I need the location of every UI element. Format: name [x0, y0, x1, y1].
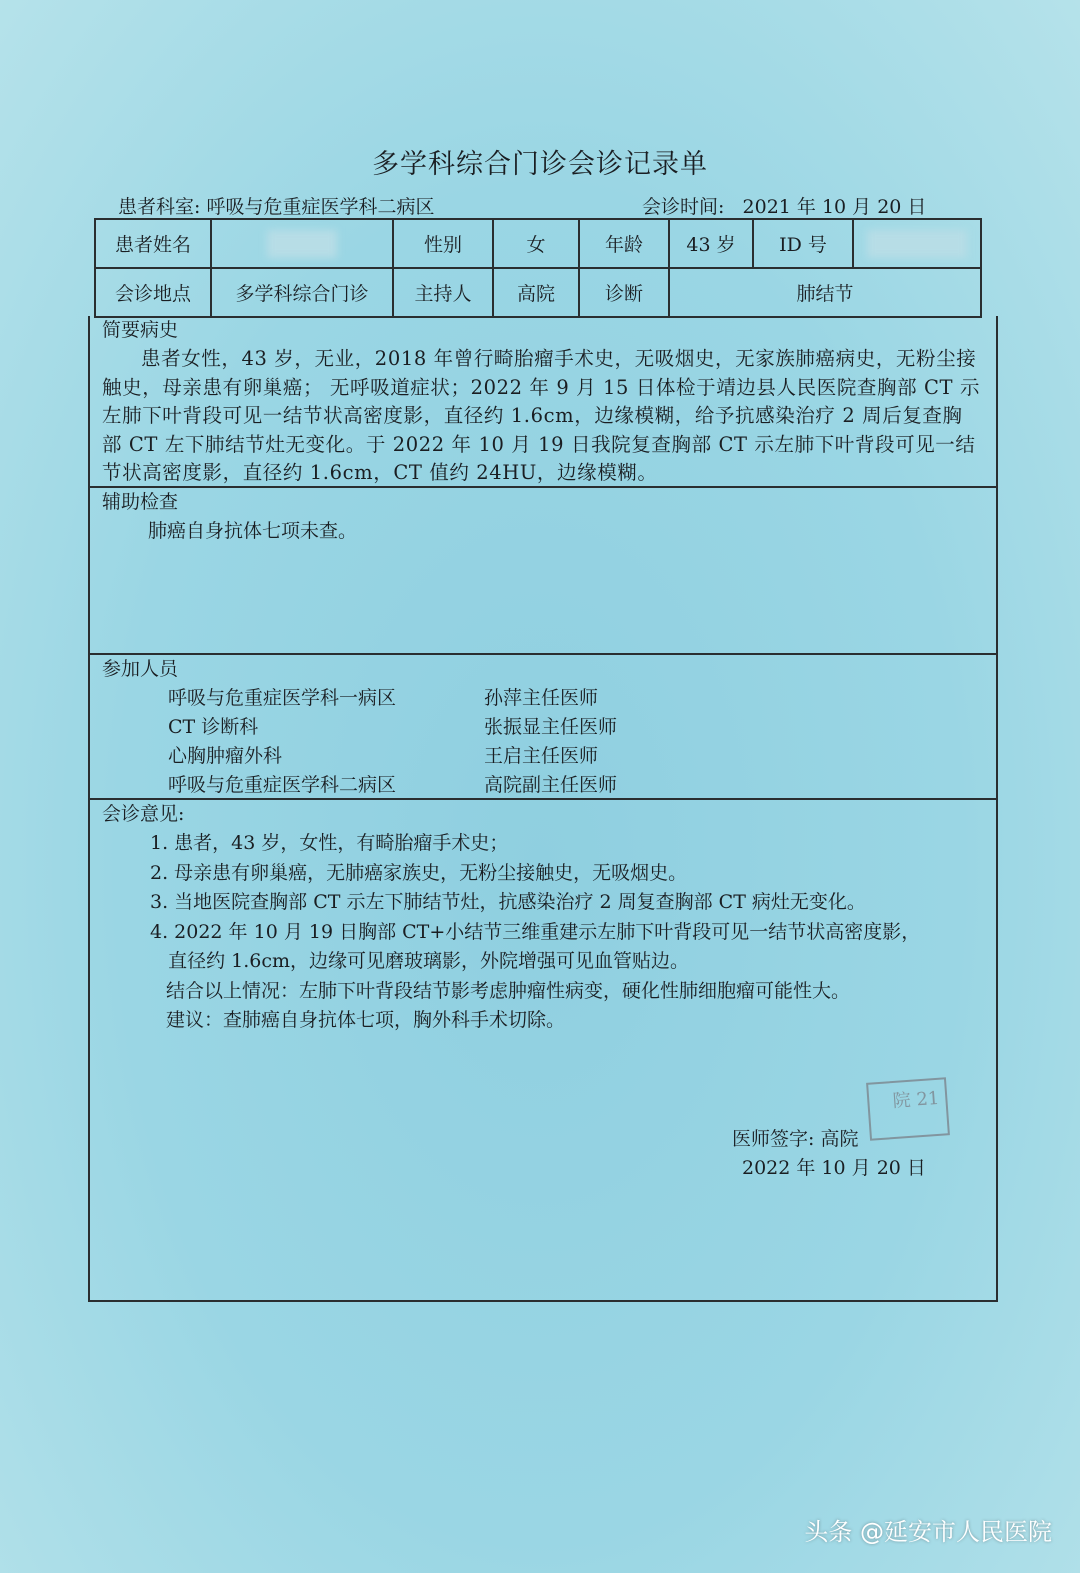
host-label: 主持人	[393, 268, 493, 317]
opinion-section	[88, 800, 998, 1302]
host-value: 高院	[493, 268, 579, 317]
participant-dept: 心胸肿瘤外科	[168, 745, 283, 767]
signature-label: 医师签字:	[732, 1128, 815, 1150]
signature	[732, 1124, 858, 1151]
participant-person: 王启主任医师	[484, 745, 599, 767]
place-value: 多学科综合门诊	[211, 268, 393, 317]
age-label: 年龄	[579, 219, 669, 268]
time-value: 2021 年 10 月 20 日	[742, 196, 927, 218]
aux-label: 辅助检查	[102, 491, 179, 513]
opinion-advice: 建议：查肺癌自身抗体七项，胸外科手术切除。	[166, 1008, 566, 1031]
id-label: ID 号	[753, 219, 853, 268]
opinion-item: 1. 患者，43 岁，女性，有畸胎瘤手术史；	[150, 832, 509, 854]
place-label: 会诊地点	[95, 268, 211, 317]
gender-label: 性别	[393, 219, 493, 268]
id-value	[853, 219, 981, 268]
participant-person: 孙萍主任医师	[484, 687, 599, 709]
signature-date: 2022 年 10 月 20 日	[742, 1157, 926, 1179]
dept-value: 呼吸与危重症医学科二病区	[206, 196, 435, 218]
dept-label: 患者科室:	[118, 196, 201, 218]
consult-time	[642, 192, 926, 219]
aux-text: 肺癌自身抗体七项未查。	[148, 520, 358, 542]
participant-person: 张振显主任医师	[484, 716, 618, 738]
participant-dept: CT 诊断科	[168, 716, 259, 738]
hospital-stamp: 院 21	[866, 1077, 950, 1140]
diag-label: 诊断	[579, 268, 669, 317]
participants-label: 参加人员	[102, 658, 179, 680]
participant-person: 高院副主任医师	[484, 774, 618, 796]
patient-dept	[118, 192, 434, 219]
gender-value: 女	[493, 219, 579, 268]
participant-dept: 呼吸与危重症医学科一病区	[168, 687, 397, 709]
participant-row	[90, 713, 996, 742]
aux-section	[88, 488, 998, 655]
info-table	[94, 218, 982, 318]
redacted-id	[867, 230, 967, 258]
participant-dept: 呼吸与危重症医学科二病区	[168, 774, 397, 796]
redacted-name	[267, 230, 337, 258]
history-label: 简要病史	[102, 319, 179, 341]
opinion-item: 直径约 1.6cm，边缘可见磨玻璃影，外院增强可见血管贴边。	[150, 950, 690, 972]
watermark: 头条 @延安市人民医院	[804, 1518, 1052, 1546]
time-label: 会诊时间:	[642, 196, 725, 218]
diag-value: 肺结节	[669, 268, 981, 317]
opinion-label: 会诊意见:	[102, 803, 185, 825]
participants-section	[88, 655, 998, 800]
name-label: 患者姓名	[95, 219, 211, 268]
opinion-item: 2. 母亲患有卵巢癌，无肺癌家族史，无粉尘接触史，无吸烟史。	[150, 861, 688, 884]
opinion-summary: 结合以上情况：左肺下叶背段结节影考虑肿瘤性病变，硬化性肺细胞瘤可能性大。	[166, 979, 851, 1002]
opinion-item: 3. 当地医院查胸部 CT 示左下肺结节灶，抗感染治疗 2 周复查胸部 CT 病灶无变化。	[150, 891, 866, 913]
opinion-item: 4. 2022 年 10 月 19 日胸部 CT+小结节三维重建示左肺下叶背段可见一结节状高密度影，	[150, 920, 921, 943]
participant-row	[90, 742, 996, 771]
age-value: 43 岁	[669, 219, 753, 268]
name-value	[211, 219, 393, 268]
signature-name: 高院	[820, 1128, 859, 1150]
document-title: 多学科综合门诊会诊记录单	[372, 149, 708, 180]
history-section	[88, 316, 998, 488]
participant-row	[90, 771, 996, 800]
history-text: 患者女性，43 岁，无业，2018 年曾行畸胎瘤手术史，无吸烟史，无家族肺癌病史，无粉尘接触史，母亲患有卵巢癌； 无呼吸道症状；2022 年 9 月 15 日体检于靖边县人民医院查胸部 CT 示左肺下叶背段可见一结节状高密度影，直径约 1.6cm，边缘模糊，给予抗感染治疗 2 周后复查胸部 CT 左下肺结节灶无变化。于 2022 年 10 月 19 日我院复查胸部 CT 示左肺下叶背段可见一结节状高密度影，直径约 1.6cm，CT 值约 24HU，边缘模糊。	[102, 347, 981, 484]
participant-row	[90, 684, 996, 713]
